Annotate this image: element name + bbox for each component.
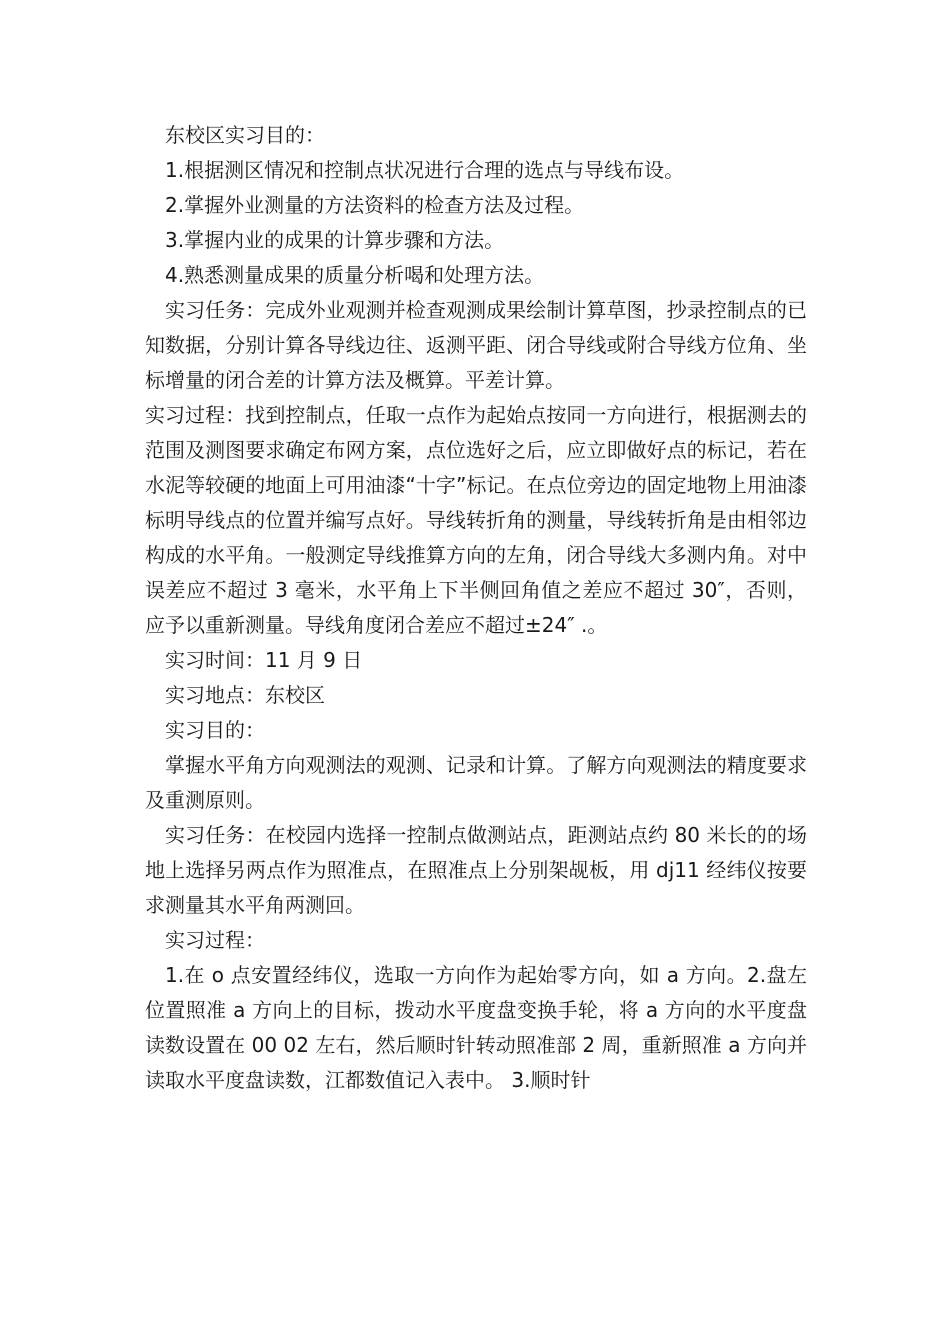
- paragraph-location: 实习地点：东校区: [165, 683, 325, 707]
- paragraph-objective-heading-2: 实习目的：: [165, 718, 265, 742]
- paragraph-task: 实习任务：完成外业观测并检查观测成果绘制计算草图，抄录控制点的已知数据，分别计算各导线边往、返测平距、闭合导线或附合导线方位角、坐标增量的闭合差的计算方法及概算。平差计算。: [145, 298, 807, 392]
- paragraph-process-steps: 1.在 o 点安置经纬仪，选取一方向作为起始零方向，如 a 方向。2.盘左位置照准 a 方向上的目标，拨动水平度盘变换手轮，将 a 方向的水平度盘读数设置在 00 02 左右，然后顺时针转动照准部 2 周，重新照准 a 方向并读取水平度盘读数，江都数值记入表中。 3.顺时针: [145, 963, 807, 1092]
- paragraph-objective-3: 3.掌握内业的成果的计算步骤和方法。: [165, 228, 505, 252]
- paragraph-objective-2: 2.掌握外业测量的方法资料的检查方法及过程。: [165, 193, 585, 217]
- paragraph-objectives-heading: 东校区实习目的：: [165, 123, 325, 147]
- paragraph-objective-4: 4.熟悉测量成果的质量分析喝和处理方法。: [165, 263, 545, 287]
- paragraph-time: 实习时间：11 月 9 日: [165, 648, 363, 672]
- paragraph-process-heading-2: 实习过程：: [165, 928, 265, 952]
- paragraph-objective-1: 1.根据测区情况和控制点状况进行合理的选点与导线布设。: [165, 158, 685, 182]
- paragraph-objective-text-2: 掌握水平角方向观测法的观测、记录和计算。了解方向观测法的精度要求及重测原则。: [145, 753, 807, 812]
- document-body: [145, 118, 807, 1098]
- paragraph-task-2: 实习任务：在校园内选择一控制点做测站点，距测站点约 80 米长的的场地上选择另两点作为照准点，在照准点上分别架觇板，用 dj11 经纬仪按要求测量其水平角两测回。: [145, 823, 807, 917]
- paragraph-process: 实习过程：找到控制点，任取一点作为起始点按同一方向进行，根据测去的范围及测图要求确定布网方案，点位选好之后，应立即做好点的标记，若在水泥等较硬的地面上可用油漆“十字”标记。在点位旁边的固定地物上用油漆标明导线点的位置并编写点好。导线转折角的测量，导线转折角是由相邻边构成的水平角。一般测定导线推算方向的左角，闭合导线大多测内角。对中误差应不超过 3 毫米，水平角上下半侧回角值之差应不超过 30″，否则，应予以重新测量。导线角度闭合差应不超过±24″ .。: [145, 403, 807, 637]
